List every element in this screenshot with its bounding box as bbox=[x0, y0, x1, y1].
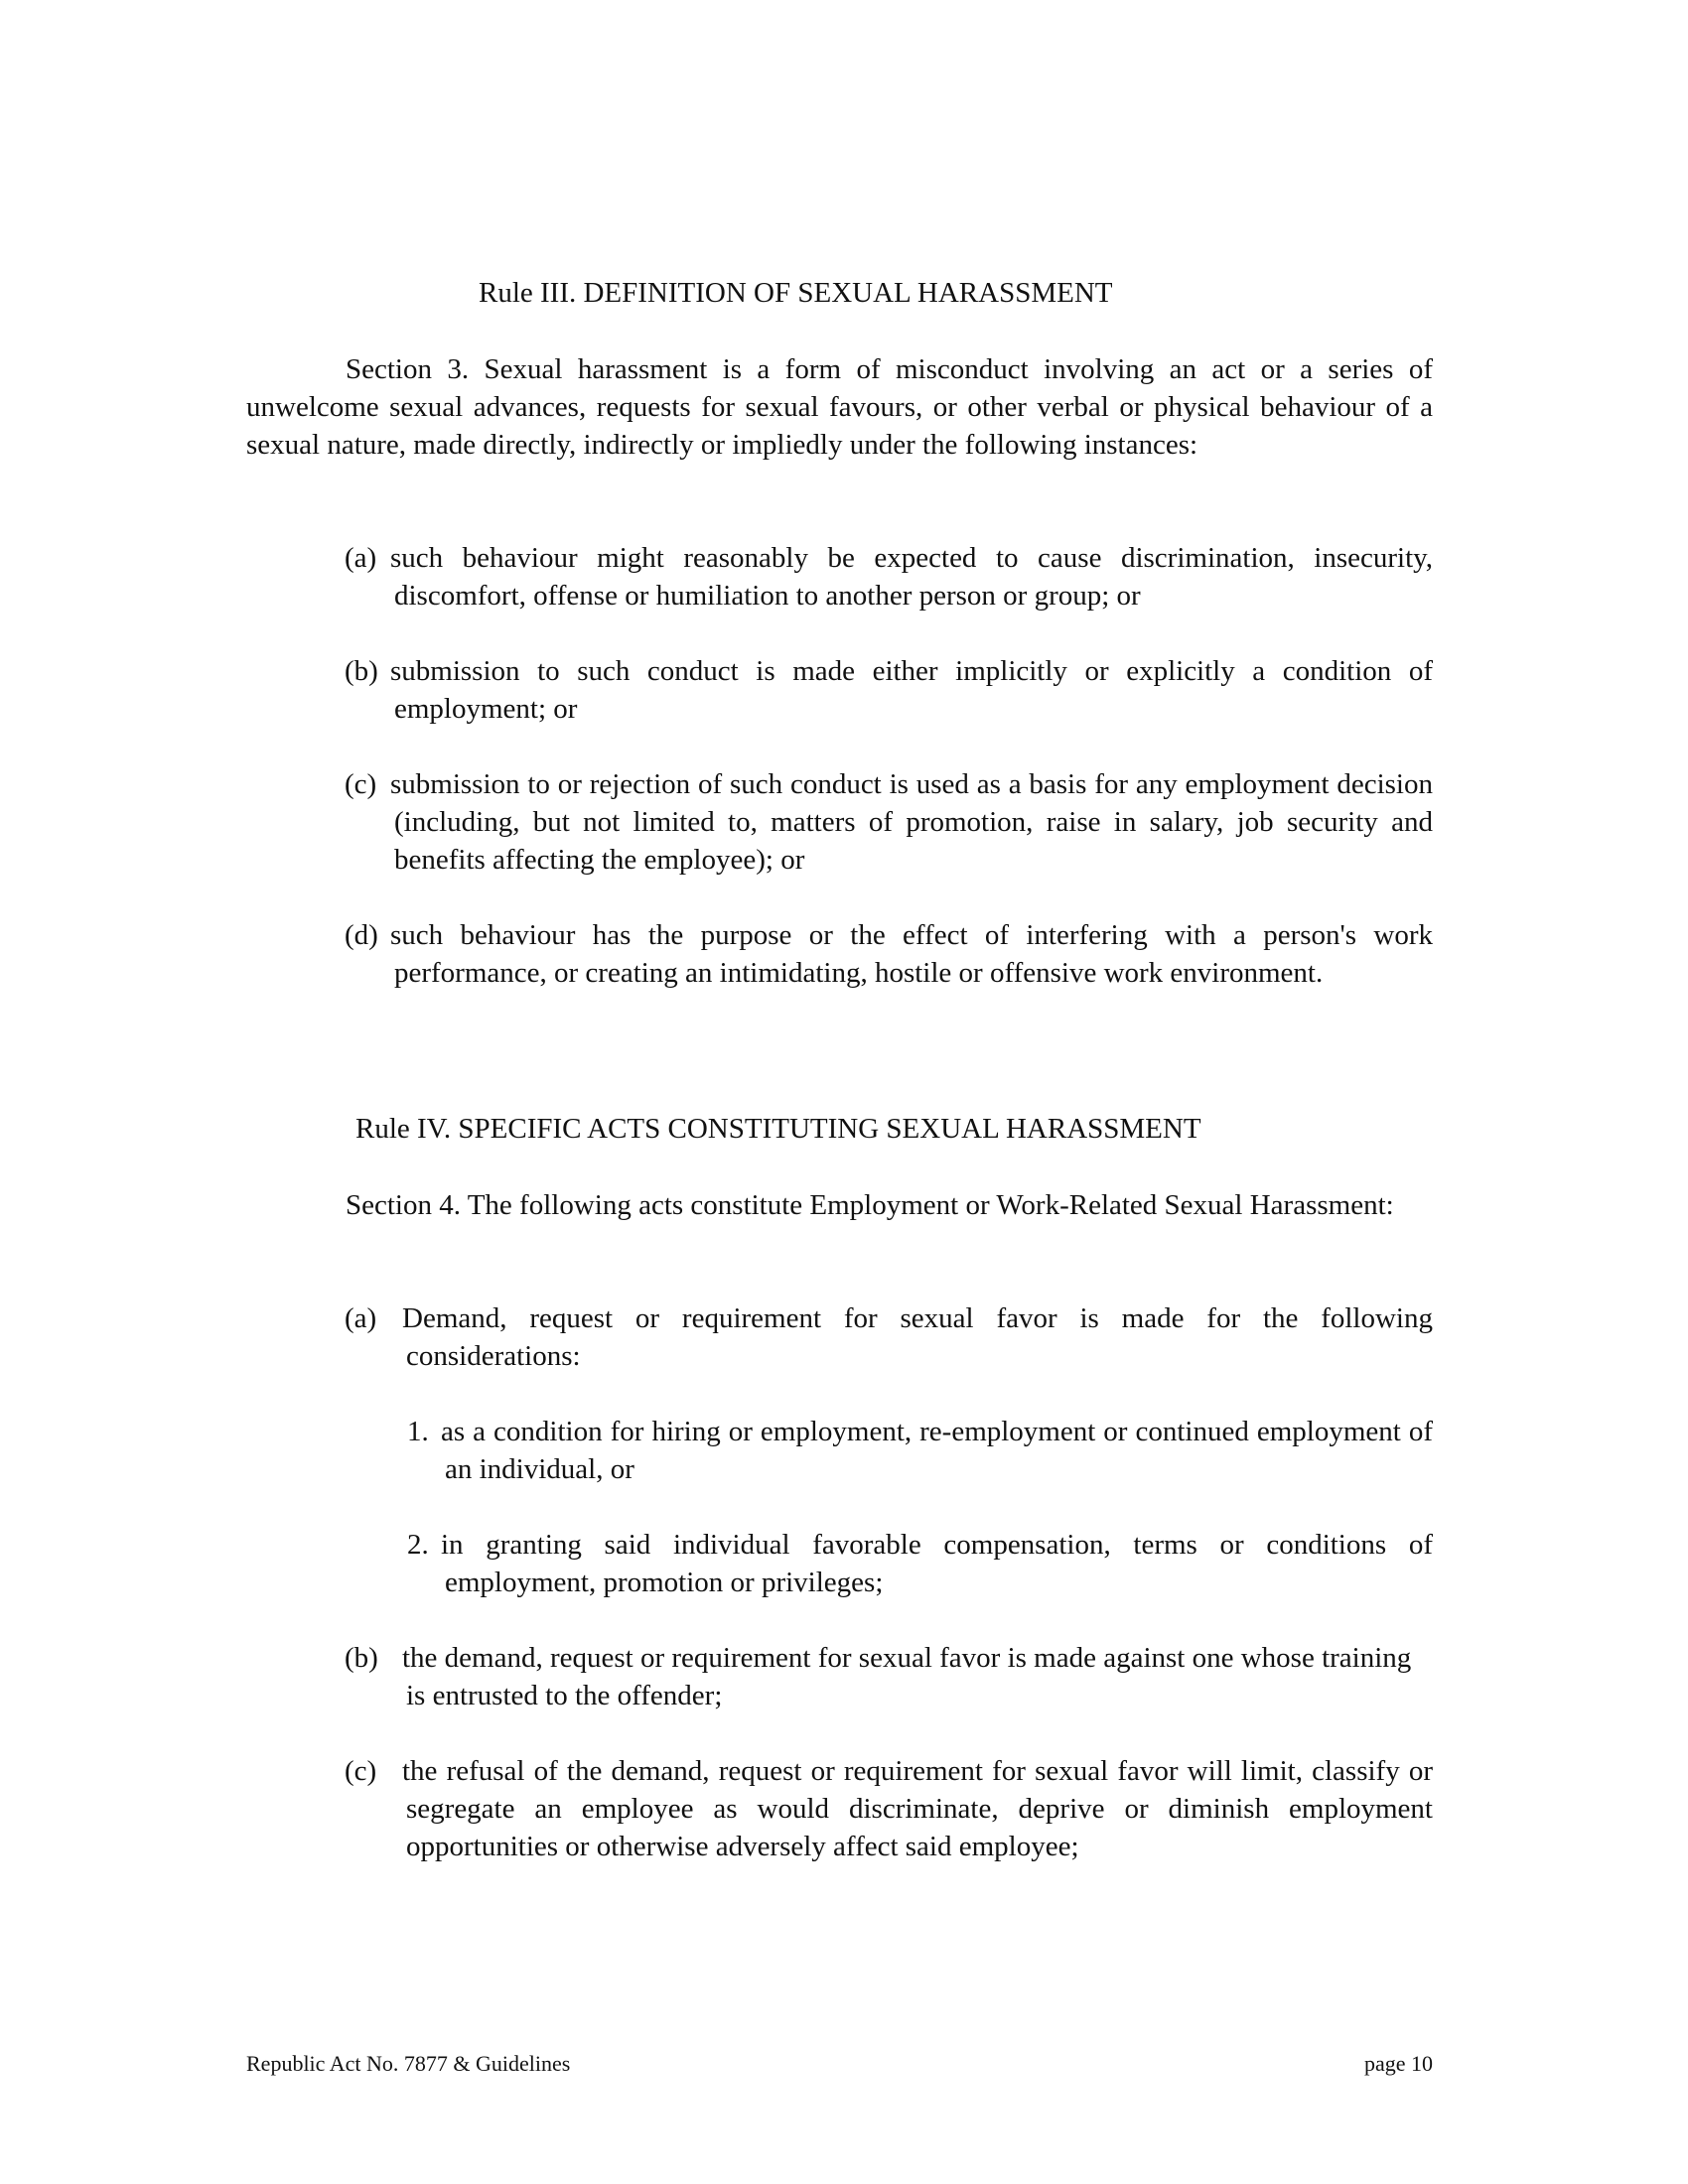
section-3-text: Section 3. Sexual harassment is a form of misconduct involving an act or a series of unwelcome sexual advances, requests for sexual favours, or other verbal or physical behaviour of a sexual nature, made directly, indirectly or impliedly under the following instances: bbox=[246, 353, 1433, 461]
item-text: such behaviour has the purpose or the effect of interfering with a person's work performance, or creating an intimidating, hostile or offensive work environment. bbox=[390, 919, 1433, 989]
rule-4-item-c bbox=[345, 1752, 1433, 1865]
rule-3-item-d bbox=[345, 916, 1433, 992]
rule-4-subitem-1 bbox=[407, 1413, 1433, 1488]
rule-3-heading: Rule III. DEFINITION OF SEXUAL HARASSMENT bbox=[479, 277, 1113, 309]
section-4-paragraph bbox=[246, 1186, 1433, 1224]
item-text: submission to such conduct is made either implicitly or explicitly a condition of employment; or bbox=[390, 655, 1433, 725]
section-3-paragraph bbox=[246, 350, 1433, 464]
item-marker: (b) bbox=[345, 1642, 378, 1674]
item-marker: (d) bbox=[345, 919, 378, 951]
section-4-text: Section 4. The following acts constitute Employment or Work-Related Sexual Harassment: bbox=[346, 1189, 1394, 1221]
item-text: Demand, request or requirement for sexual favor is made for the following considerations: bbox=[402, 1302, 1433, 1372]
rule-3-item-b bbox=[345, 652, 1433, 728]
item-marker: (a) bbox=[345, 542, 377, 574]
item-marker: (a) bbox=[345, 1302, 377, 1334]
item-text: the demand, request or requirement for sexual favor is made against one whose training is entrusted to the offender; bbox=[402, 1642, 1412, 1711]
rule-3-item-c bbox=[345, 765, 1433, 879]
footer-document-title: Republic Act No. 7877 & Guidelines bbox=[246, 2051, 571, 2076]
rule-3-item-a bbox=[345, 539, 1433, 614]
item-text: such behaviour might reasonably be expected to cause discrimination, insecurity, discomfort, offense or humiliation to another person or group; or bbox=[390, 542, 1433, 612]
item-marker: (b) bbox=[345, 655, 378, 687]
rule-4-item-a bbox=[345, 1299, 1433, 1375]
rule-4-heading: Rule IV. SPECIFIC ACTS CONSTITUTING SEXUAL HARASSMENT bbox=[355, 1113, 1201, 1145]
footer-page-number: page 10 bbox=[1363, 2051, 1433, 2076]
item-marker: 1. bbox=[407, 1416, 429, 1447]
item-text: the refusal of the demand, request or requirement for sexual favor will limit, classify or segregate an employee as would discriminate, deprive or diminish employment opportunities or otherwise adversely affect said employee; bbox=[402, 1755, 1433, 1862]
rule-4-item-b bbox=[345, 1639, 1433, 1714]
item-text: as a condition for hiring or employment, re-employment or continued employment of an individual, or bbox=[441, 1416, 1433, 1485]
item-text: in granting said individual favorable compensation, terms or conditions of employment, promotion or privileges; bbox=[441, 1529, 1433, 1598]
rule-4-subitem-2 bbox=[407, 1526, 1433, 1601]
item-marker: (c) bbox=[345, 1755, 377, 1787]
item-text: submission to or rejection of such conduct is used as a basis for any employment decision (including, but not limited to, matters of promotion, raise in salary, job security and benefits affecting the employee); or bbox=[390, 768, 1433, 876]
item-marker: 2. bbox=[407, 1529, 429, 1561]
item-marker: (c) bbox=[345, 768, 377, 800]
